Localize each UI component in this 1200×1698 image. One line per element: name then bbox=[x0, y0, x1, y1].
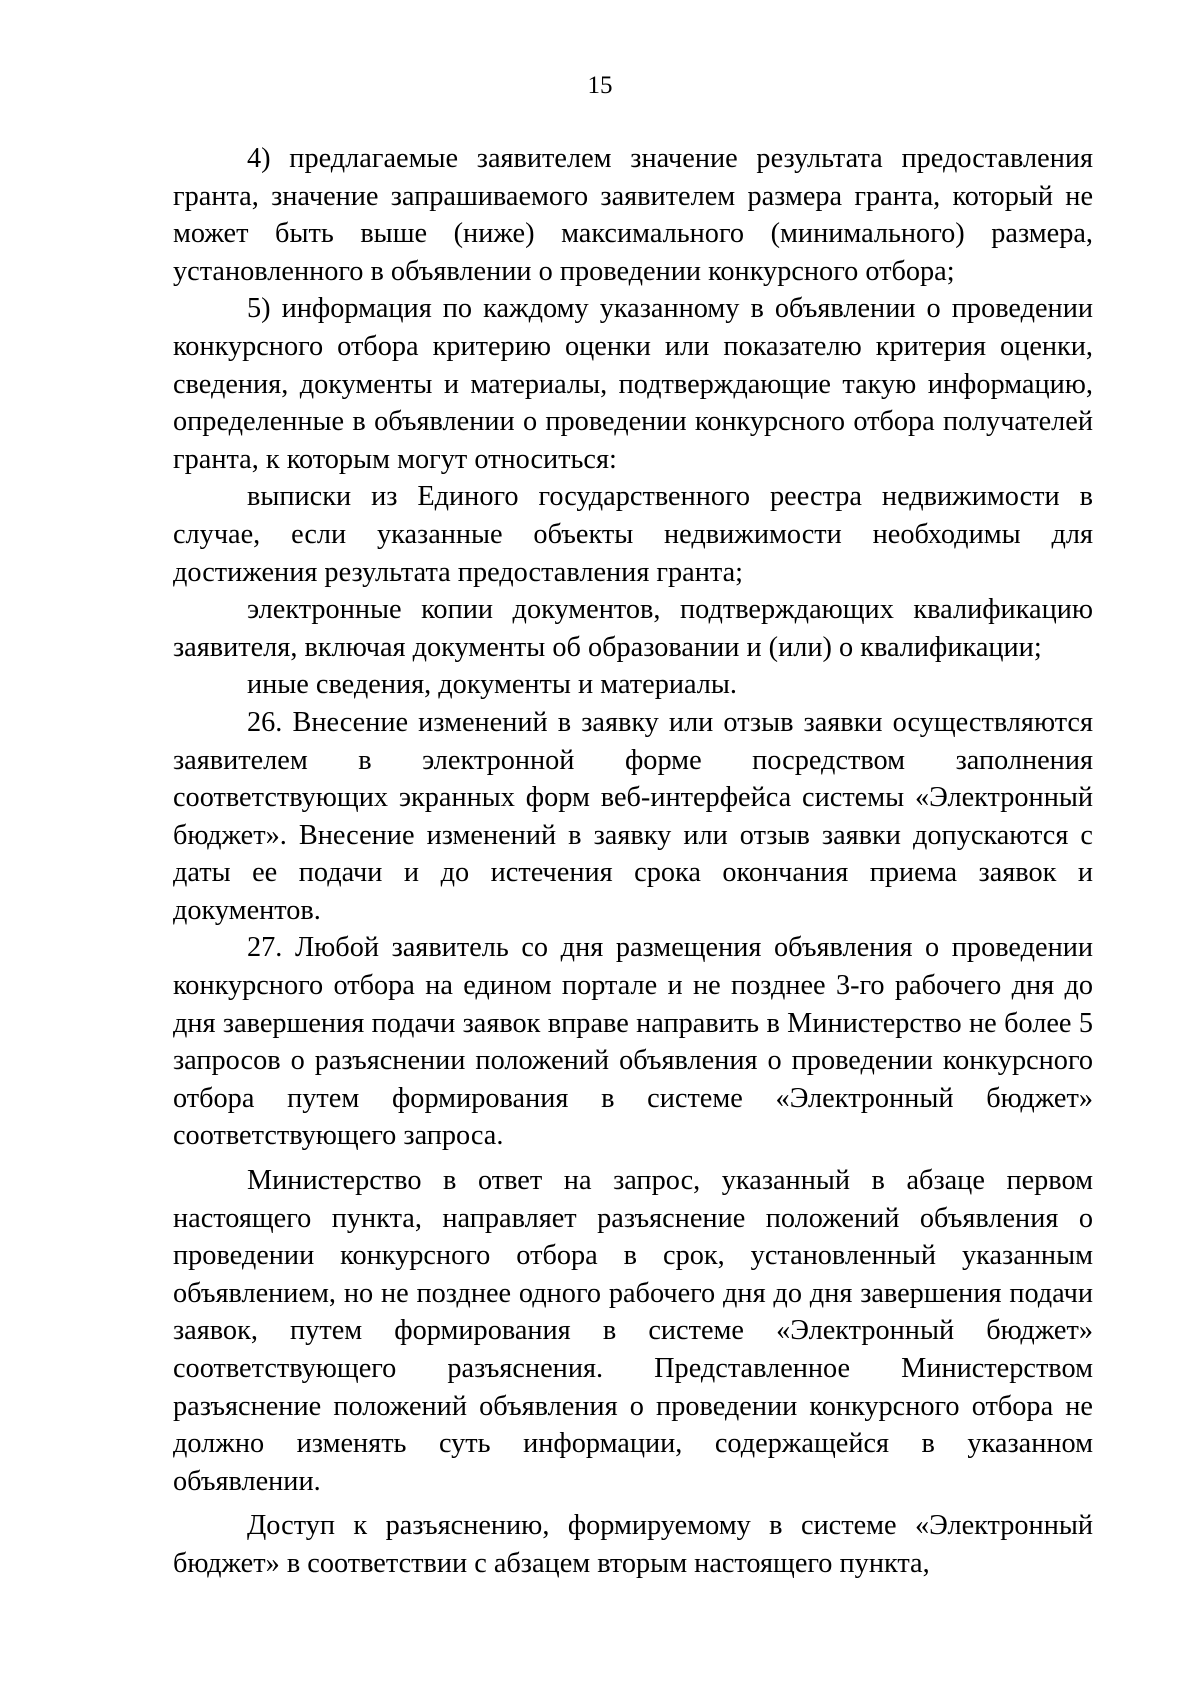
paragraph-item-4: 4) предлагаемые заявителем значение результата предоставления гранта, значение запрашиваемого заявителем размера гранта, который не может быть выше (ниже) максимального (минимального) размера, установленного в объявлении о проведении конкурсного отбора; bbox=[173, 143, 1093, 287]
paragraph-access-clarification: Доступ к разъяснению, формируемому в системе «Электронный бюджет» в соответствии с абзацем вторым настоящего пункта, bbox=[173, 1510, 1093, 1579]
paragraph-clause-27: 27. Любой заявитель со дня размещения объявления о проведении конкурсного отбора на едином портале и не позднее 3-го рабочего дня до дня завершения подачи заявок вправе направить в Министерство не более 5 запросов о разъяснении положений объявления о проведении конкурсного отбора путем формирования в системе «Электронный бюджет» соответствующего запроса. bbox=[173, 932, 1093, 1152]
paragraph-item-5: 5) информация по каждому указанному в объявлении о проведении конкурсного отбора критерию оценки или показателю критерия оценки, сведения, документы и материалы, подтверждающие такую информацию, определенные в объявлении о проведении конкурсного отбора получателей гранта, к которым могут относиться: bbox=[173, 293, 1093, 475]
document-body bbox=[173, 140, 1093, 1583]
paragraph-clause-26: 26. Внесение изменений в заявку или отзыв заявки осуществляются заявителем в электронной форме посредством заполнения соответствующих экранных форм веб-интерфейса системы «Электронный бюджет». Внесение изменений в заявку или отзыв заявки допускаются с даты ее подачи и до истечения срока окончания приема заявок и документов. bbox=[173, 706, 1093, 926]
paragraph-ministry-response: Министерство в ответ на запрос, указанный в абзаце первом настоящего пункта, направляет разъяснение положений объявления о проведении конкурсного отбора в срок, установленный указанным объявлением, но не позднее одного рабочего дня до дня завершения подачи заявок, путем формирования в системе «Электронный бюджет» соответствующего разъяснения. Представленное Министерством разъяснение положений объявления о проведении конкурсного отбора не должно изменять суть информации, содержащейся в указанном объявлении. bbox=[173, 1165, 1093, 1497]
paragraph-electronic-copies: электронные копии документов, подтверждающих квалификацию заявителя, включая документы об образовании и (или) о квалификации; bbox=[173, 594, 1093, 663]
paragraph-egrn-extracts: выписки из Единого государственного реестра недвижимости в случае, если указанные объекты недвижимости необходимы для достижения результата предоставления гранта; bbox=[173, 481, 1093, 588]
paragraph-other-materials: иные сведения, документы и материалы. bbox=[247, 669, 738, 701]
page-number: 15 bbox=[587, 72, 613, 99]
